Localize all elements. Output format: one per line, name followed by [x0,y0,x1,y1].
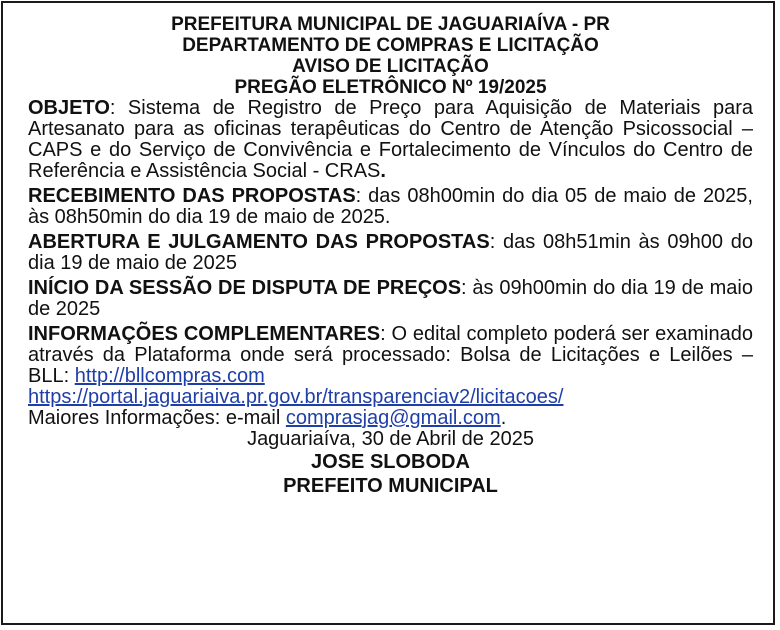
objeto-end: . [380,160,386,182]
notice-content [28,14,753,498]
objeto-label: OBJETO [28,97,110,119]
informacoes-text: : O edital completo poderá ser examinado através da Plataforma onde será processado: Bolsa de Licitações e Leilões – BLL: [28,323,753,387]
objeto-text: : Sistema de Registro de Preço para Aquisição de Materiais para Artesanato para as oficinas terapêuticas do Centro de Atenção Psicossocial – CAPS e do Serviço de Convivência e Fortalecimento de Vínculos do Centro de Referência e Assistência Social - CRAS [28,97,753,182]
inicio-label: INÍCIO DA SESSÃO DE DISPUTA DE PREÇOS [28,277,462,299]
portal-link[interactable]: https://portal.jaguariaiva.pr.gov.br/transparenciav2/licitacoes/ [28,386,564,408]
header-aviso: AVISO DE LICITAÇÃO [292,56,489,77]
place-date: Jaguariaíva, 30 de Abril de 2025 [247,428,534,450]
email-end: . [500,407,507,429]
email-link[interactable]: comprasjag@gmail.com [285,407,501,429]
header-prefeitura: PREFEITURA MUNICIPAL DE JAGUARIAÍVA - PR [171,14,610,35]
informacoes-label: INFORMAÇÕES COMPLEMENTARES [28,323,381,345]
informacoes-paragraph [28,324,753,429]
signatory-role: PREFEITO MUNICIPAL [283,475,498,497]
inicio-text: : às 09h00min do dia 19 de maio de 2025 [28,277,753,320]
recebimento-label: RECEBIMENTO DAS PROPOSTAS [28,185,356,207]
bll-link[interactable]: http://bllcompras.com [74,365,265,387]
abertura-label: ABERTURA E JULGAMENTO DAS PROPOSTAS [28,231,490,253]
header-pregao: PREGÃO ELETRÔNICO Nº 19/2025 [234,77,547,98]
header-departamento: DEPARTAMENTO DE COMPRAS E LICITAÇÃO [182,35,599,56]
signatory-name: JOSE SLOBODA [311,451,470,473]
recebimento-paragraph [28,186,753,228]
recebimento-text: : das 08h00min do dia 05 de maio de 2025, às 08h50min do dia 19 de maio de 2025. [28,185,753,228]
objeto-paragraph [28,98,753,182]
abertura-paragraph [28,232,753,274]
abertura-text: : das 08h51min às 09h00 do dia 19 de maio de 2025 [28,231,753,274]
maiores-text: Maiores Informações: e-mail [28,407,286,429]
inicio-paragraph [28,278,753,320]
